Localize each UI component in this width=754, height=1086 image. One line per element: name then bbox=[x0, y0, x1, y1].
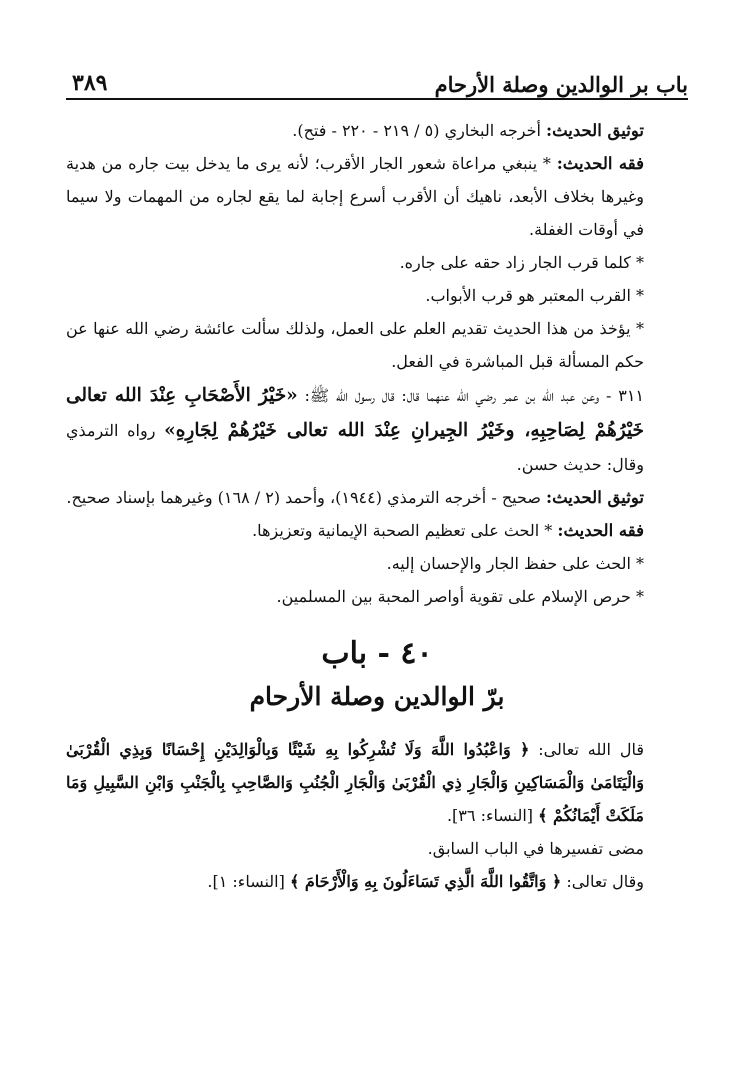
paragraph-text: أخرجه البخاري (٥ / ٢١٩ - ٢٢٠ - فتح). bbox=[292, 121, 546, 140]
section-label: فقه الحديث: bbox=[557, 521, 644, 540]
hadith-text: «خَيْرُ الأَصْحَابِ عِنْدَ الله تعالى خَيْرُهُمْ لِصَاحِبِهِ، وخَيْرُ الجِيرانِ عِنْدَ الله تعالى خَيْرُهُمْ لِجَارِهِ» bbox=[66, 385, 644, 441]
book-page bbox=[66, 58, 688, 1046]
running-header bbox=[66, 58, 688, 100]
quran-intro: قال الله تعالى: bbox=[529, 740, 644, 759]
hadith-311 bbox=[66, 378, 688, 481]
commentary-text: مضى تفسيرها في الباب السابق. bbox=[427, 839, 644, 858]
bullet-point: * كلما قرب الجار زاد حقه على جاره. bbox=[399, 253, 644, 272]
hadith-jurisprudence bbox=[66, 514, 688, 547]
page-body bbox=[66, 114, 688, 898]
hadith-authentication bbox=[66, 481, 688, 514]
quran-reference: [النساء: ٣٦]. bbox=[446, 806, 539, 825]
bullet-point: * القرب المعتبر هو قرب الأبواب. bbox=[425, 286, 644, 305]
header-title: باب بر الوالدين وصلة الأرحام bbox=[434, 72, 688, 97]
chapter-title: برّ الوالدين وصلة الأرحام bbox=[249, 682, 505, 711]
bullet-point: * يؤخذ من هذا الحديث تقديم العلم على العمل، ولذلك سألت عائشة رضي الله عنها عن حكم المسألة قبل المباشرة في الفعل. bbox=[66, 319, 645, 371]
quran-citation bbox=[66, 733, 688, 832]
quran-verse: ﴿ وَاعْبُدُوا اللَّهَ وَلَا تُشْرِكُوا بِهِ شَيْئًا وَبِالْوَالِدَيْنِ إِحْسَانًا وَبِذِي الْقُرْبَىٰ وَالْيَتَامَىٰ وَالْمَسَاكِينِ وَالْجَارِ ذِي الْقُرْبَىٰ وَالْجَارِ الْجُنُبِ وَالصَّاحِبِ بِالْجَنْبِ وَابْنِ السَّبِيلِ وَمَا مَلَكَتْ أَيْمَانُكُمْ ﴾ bbox=[66, 740, 644, 825]
page-number: ٣٨٩ bbox=[72, 70, 108, 96]
chapter-number: ٤٠ - باب bbox=[321, 636, 433, 671]
bullet-point: * حرص الإسلام على تقوية أواصر المحبة بين المسلمين. bbox=[276, 587, 644, 606]
quran-citation bbox=[66, 865, 688, 898]
chapter-heading bbox=[66, 631, 688, 717]
paragraph-text: * ينبغي مراعاة شعور الجار الأقرب؛ لأنه يرى ما يدخل بيت جاره من هدية وغيرها بخلاف الأبعد، ناهيك أن الأقرب أسرع إجابة لما يقع لجاره من المهمات ولا سيما في أوقات الغفلة. bbox=[66, 154, 644, 239]
hadith-source: رواه الترمذي وقال: حديث حسن. bbox=[66, 421, 644, 474]
quran-verse: ﴿ وَاتَّقُوا اللَّهَ الَّذِي تَسَاءَلُونَ بِهِ وَالْأَرْحَامَ ﴾ bbox=[289, 872, 562, 891]
paragraph-text: * الحث على تعظيم الصحبة الإيمانية وتعزيزها. bbox=[252, 521, 558, 540]
section-label: فقه الحديث: bbox=[556, 154, 645, 173]
section-label: توثيق الحديث: bbox=[545, 121, 644, 140]
paragraph-text: صحيح - أخرجه الترمذي (١٩٤٤)، وأحمد (٢ / ١٦٨) وغيرهما بإسناد صحيح. bbox=[66, 488, 546, 507]
hadith-authentication bbox=[66, 114, 688, 147]
hadith-jurisprudence bbox=[66, 147, 688, 246]
bullet-point: * الحث على حفظ الجار والإحسان إليه. bbox=[386, 554, 644, 573]
quran-reference: [النساء: ١]. bbox=[207, 872, 290, 891]
hadith-intro: ٣١١ - وعن عبد الله بن عمر رضي الله عنهما قال: قال رسول الله ﷺ: bbox=[304, 386, 644, 405]
quran-intro: وقال تعالى: bbox=[561, 872, 644, 891]
section-label: توثيق الحديث: bbox=[545, 488, 644, 507]
